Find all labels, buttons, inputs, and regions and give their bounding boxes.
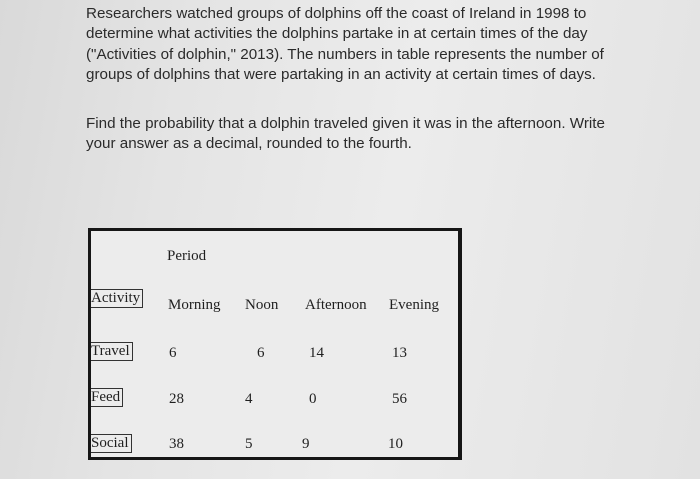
description-line: Researchers watched groups of dolphins off the coast of Ireland in 1998 to [86,5,587,22]
problem-description [86,4,646,86]
table-cell: 38 [169,436,184,452]
column-header-morning: Morning [168,297,221,313]
table-cell: 0 [309,391,317,407]
column-header-afternoon: Afternoon [305,297,367,313]
table-cell: 4 [245,391,253,407]
period-header: Period [167,248,207,264]
table-cell: 28 [169,391,184,407]
table-cell: 10 [388,436,403,452]
problem-question [86,114,646,155]
table-cell: 13 [392,345,407,361]
column-header-evening: Evening [389,297,439,313]
description-line: groups of dolphins that were partaking in an activity at certain times of days. [86,66,596,84]
dolphin-activity-table [88,228,462,460]
description-line: determine what activities the dolphins partake in at certain times of the day [86,25,588,43]
table-cell: 9 [302,436,310,452]
question-line: your answer as a decimal, rounded to the fourth. [86,135,412,153]
description-line: ("Activities of dolphin," 2013). The numbers in table represents the number of [86,45,604,63]
question-line: Find the probability that a dolphin traveled given it was in the afternoon. Write [86,115,605,132]
row-label-feed: Feed [91,388,123,407]
column-header-noon: Noon [245,297,279,313]
table-cell: 6 [257,345,265,361]
table-cell: 56 [392,391,407,407]
table-cell: 5 [245,436,253,452]
table-cell: 6 [169,345,177,361]
row-label-travel: Travel [91,342,133,361]
table-cell: 14 [309,345,324,361]
activity-header: Activity [91,289,143,308]
row-label-social: Social [91,434,132,453]
